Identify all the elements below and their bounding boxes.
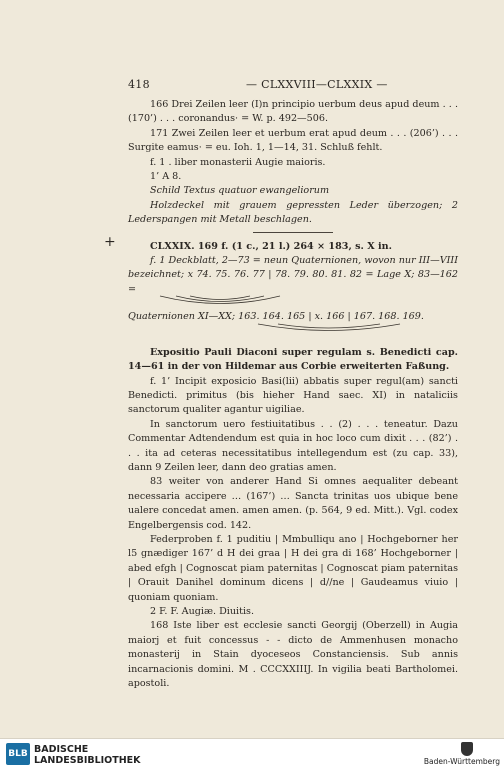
collation-line: f. 1 Deckblatt, 2—73 = neun Quaternionen, wovon nur III—VIII bezeichnet; x 74. 75. 76. 77 | 78. 79. 80. 81. 82 = Lage X; 83—162 = [128,255,458,295]
incipit: f. 1’ Incipit exposicio Basi(lii) abbatis super regul(am) sancti Benedicti. primitus (bis hieher Hand saec. XI) in nataliciis sanctorum qualiter agantur uigiliae. [128,375,458,416]
running-title: — CLXXVIII—CLXXIX — [246,78,388,91]
margin-cross-mark: + [104,234,116,250]
page-number: 418 [128,78,150,91]
region-label: Baden-Württemberg [423,757,500,766]
commentary-note: In sanctorum uero festiuitatibus . . (2) . . . teneatur. Dazu Commentar Adtendendum est quia in hoc loco cum dixit . . . (82’) . . . ita ad ceteras necessitatibus intellegendum est (zu cap. 33), dann 9 Zeilen leer, dann deo gratias amen. [128,418,458,473]
shelfmark-note: 1’ A 8. [150,171,182,183]
pen-trials: Federproben f. 1 puditiu | Mmbulliqu ano | Hochgeborner her l5 gnædiger 167’ d H dei graa | H dei gra di 168’ Hochgeborner | abed efgh | Cognoscat piam paternitas | Cognoscat piam paternitas | Orauit Danihel dominum dicens | d//ne | Gaudeamus viuio | quoniam quoniam. [128,533,458,603]
quaternion-line: Quaternionen XI—XX; 163. 164. 165 | x. 166 | 167. 168. 169. [128,311,424,323]
state-crest-icon [461,742,473,756]
provenance-mark: 2 F. F. Augiæ. Diuitis. [150,606,255,617]
blb-logo-icon[interactable]: BLB [6,743,30,765]
work-title: Expositio Pauli Diaconi super regulam s. Benedicti cap. 14—61 in der von Hildemar aus Corbie erweiterten Faßung. [128,346,458,373]
codex-heading: CLXXIX. 169 f. (1 c., 21 l.) 264 × 183, s. X in. [150,240,392,252]
library-footer [0,738,504,770]
label-note: Schild Textus quatuor ewangeliorum [150,185,330,197]
entry-83: 83 weiter von anderer Hand Si omnes aequaliter debeant necessaria accipere … (167’) … Sancta trinitas uos ubique bene ualere concedat amen. amen amen. (p. 564, 9 ed. Mitt.). Vgl. codex Engelbergensis cod. 142. [128,476,458,531]
ownership-note: f. 1 . liber monasterii Augie maioris. [150,156,326,168]
section-divider [253,232,333,233]
library-name: BADISCHE LANDESBIBLIOTHEK [34,744,141,766]
entry-171: 171 Zwei Zeilen leer et uerbum erat apud deum . . . (206’) . . . Surgite eamus· = eu. Ioh. 1, 1—14, 31. Schluß fehlt. [128,127,458,154]
entry-166: 166 Drei Zeilen leer (I)n principio uerbum deus apud deum . . . (170’) . . . coronandus· = W. p. 492—506. [128,99,458,125]
quire-arcs [128,295,458,309]
entry-168: 168 Iste liber est ecclesie sancti Georgij (Oberzell) in Augia maiorj et fuit concessus - - dicto de Ammenhusen monacho monasterij in Stain dyoceseos Constanciensis. Sub annis incarnacionis domini. M . CCCXXIIIJ. In vigilia beati Bartholomei. apostoli. [128,620,458,690]
binding-note: Holzdeckel mit grauem gepressten Leder überzogen; 2 Lederspangen mit Metall beschlagen. [128,199,458,226]
catalog-text [128,98,458,691]
quire-arcs-lower [128,323,458,337]
